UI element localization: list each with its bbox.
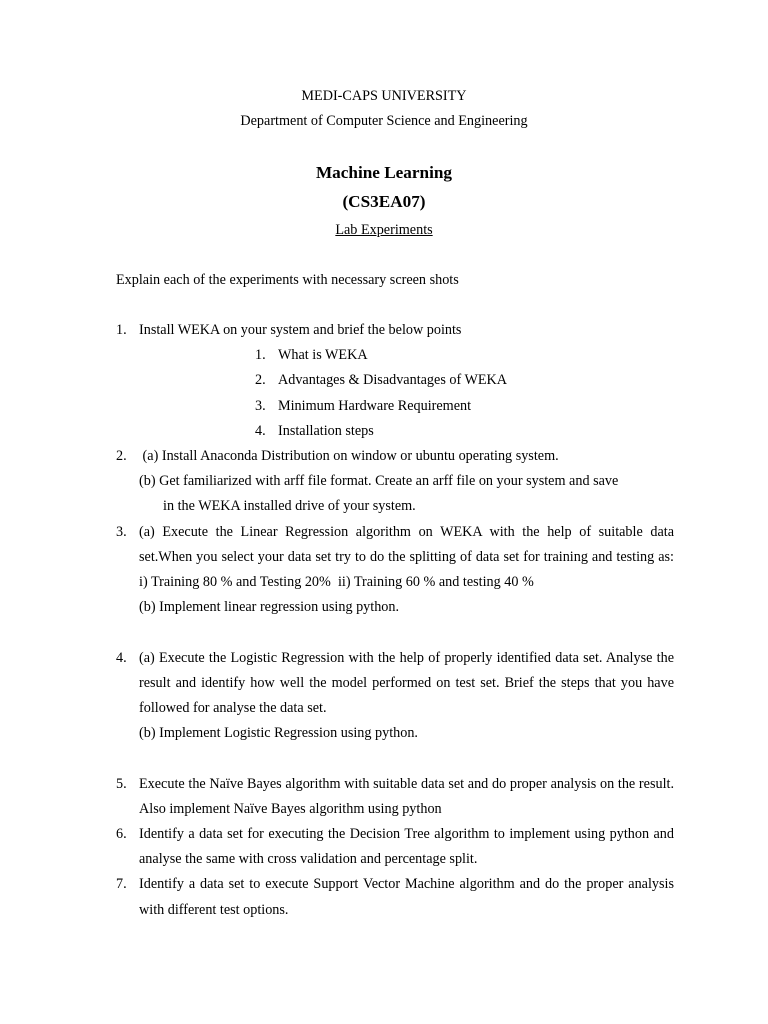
experiment-part-a: (a) Execute the Linear Regression algorithm on WEKA with the help of suitable data set.When you select your data set try to do the splitting of data set for training and testing as: i) Training 80 % and Testing 20% ii) Training 60 % and testing 40 %: [139, 523, 678, 591]
experiment-5: [116, 772, 674, 822]
course-title: Machine Learning: [315, 163, 453, 182]
experiment-number: 4.: [116, 649, 127, 666]
experiment-1: [116, 318, 674, 444]
experiment-number: 3.: [116, 523, 127, 540]
point-text: What is WEKA: [278, 347, 368, 364]
department-name: Department of Computer Science and Engineering: [240, 113, 528, 129]
experiment-2: [116, 444, 674, 520]
experiment-number: 2.: [116, 448, 127, 465]
experiment-number: 5.: [116, 775, 127, 792]
experiment-part-b: (b) Implement Logistic Regression using python.: [139, 725, 418, 742]
experiment-4: [116, 646, 674, 747]
experiment-part-a: (a) Execute the Logistic Regression with the help of properly identified data set. Analyse the result and identify how well the model performed on test set. Brief the steps that you have followed for analyse the data set.: [139, 649, 674, 717]
point-number: 1.: [255, 347, 266, 364]
experiment-part-b-continued: in the WEKA installed drive of your system.: [163, 498, 416, 515]
experiment-7: [116, 872, 674, 922]
experiment-3: [116, 520, 678, 621]
point-text: Installation steps: [278, 422, 374, 439]
spacer: [116, 620, 674, 645]
experiment-part-b: (b) Implement linear regression using python.: [139, 599, 400, 616]
intro-instruction: Explain each of the experiments with necessary screen shots: [116, 272, 459, 288]
list-item: [255, 343, 674, 368]
university-name: MEDI-CAPS UNIVERSITY: [301, 88, 467, 104]
point-text: Minimum Hardware Requirement: [278, 397, 472, 414]
point-number: 4.: [255, 422, 266, 439]
point-text: Advantages & Disadvantages of WEKA: [278, 372, 508, 389]
list-item: [255, 368, 674, 393]
experiment-list: [116, 318, 678, 923]
list-item: [255, 394, 674, 419]
experiment-number: 1.: [116, 322, 127, 338]
document-subtitle: Lab Experiments: [335, 222, 433, 238]
experiment-1-points: [139, 343, 674, 444]
experiment-text: Identify a data set to execute Support Vector Machine algorithm and do the proper analysis with different test options.: [139, 876, 674, 918]
spacer: [116, 746, 674, 771]
experiment-text: Execute the Naïve Bayes algorithm with suitable data set and do proper analysis on the result. Also implement Naïve Bayes algorithm using python: [139, 775, 674, 817]
course-code: (CS3EA07): [342, 192, 426, 211]
list-item: [255, 419, 674, 444]
point-number: 2.: [255, 372, 266, 389]
experiment-text: Install WEKA on your system and brief the below points: [139, 322, 462, 338]
experiment-number: 6.: [116, 826, 127, 843]
experiment-6: [116, 822, 674, 872]
experiment-part-b: (b) Get familiarized with arff file format. Create an arff file on your system and save: [139, 473, 619, 490]
experiment-text: Identify a data set for executing the Decision Tree algorithm to implement using python and analyse the same with cross validation and percentage split.: [139, 826, 674, 868]
experiment-number: 7.: [116, 876, 127, 893]
point-number: 3.: [255, 397, 266, 414]
experiment-part-a: (a) Install Anaconda Distribution on window or ubuntu operating system.: [139, 448, 559, 465]
